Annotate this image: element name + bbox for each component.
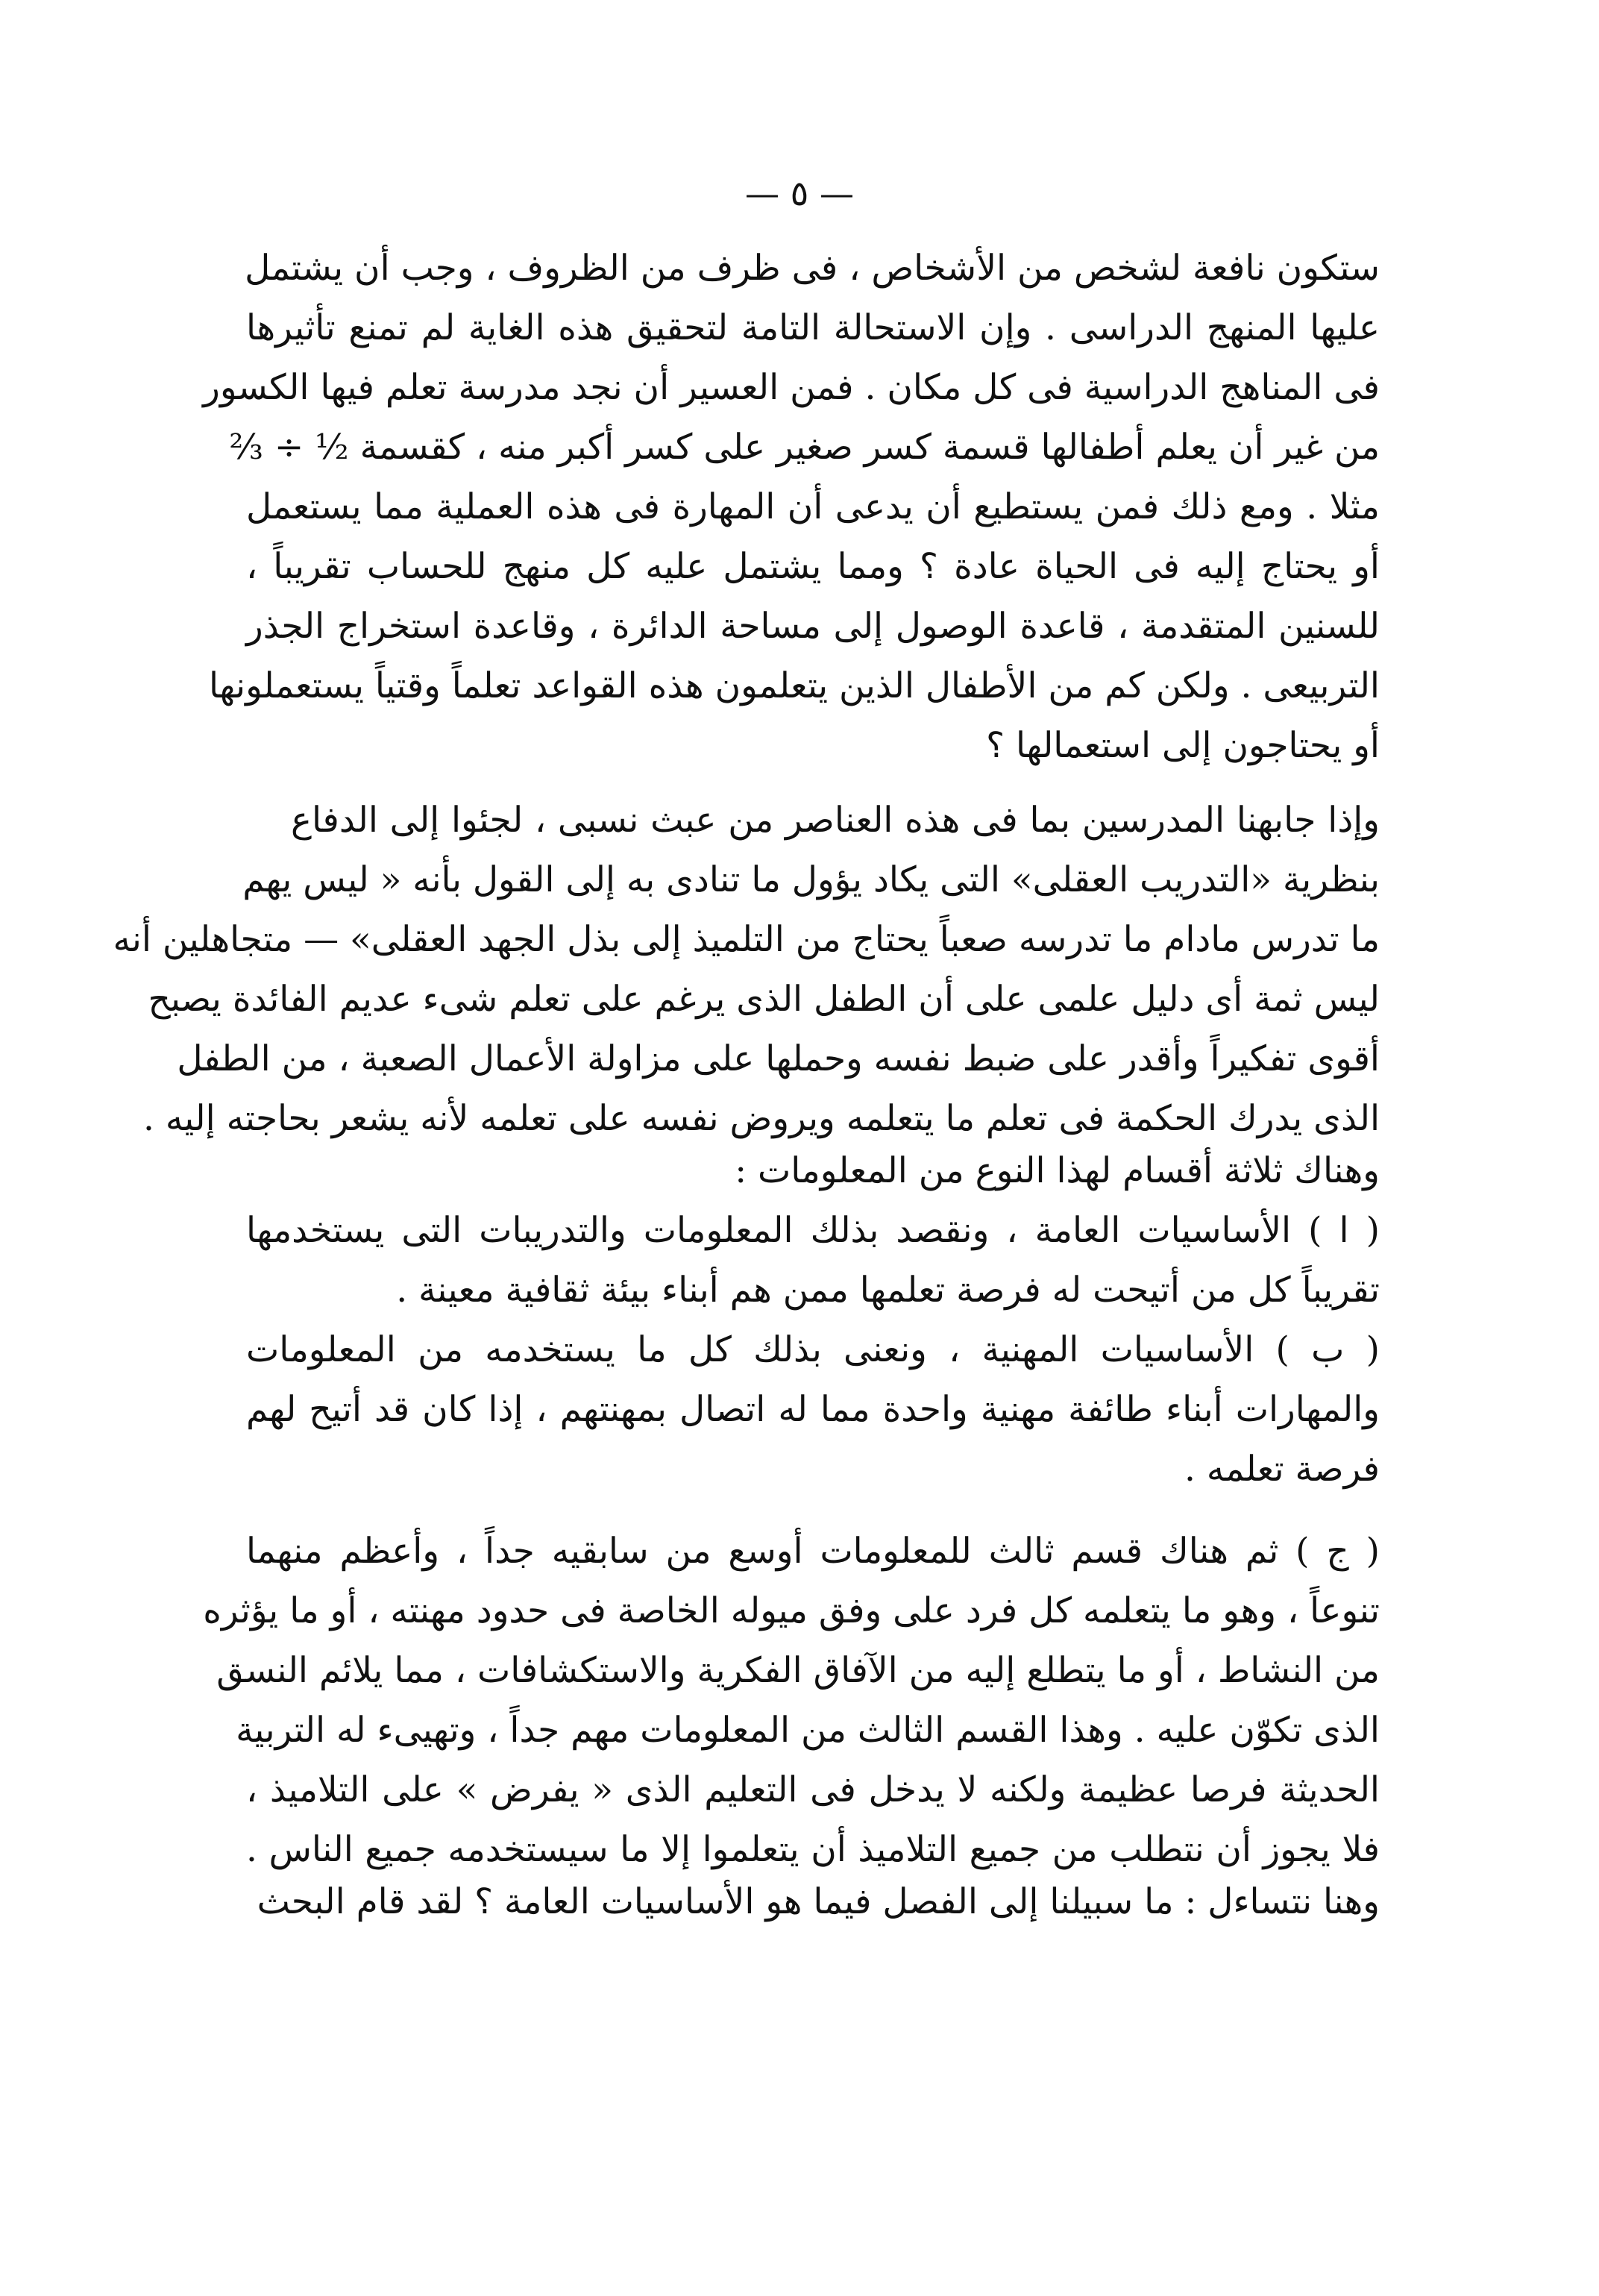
list-item-c-line: الذى تكوّن عليه . وهذا القسم الثالث من المعلومات مهم جداً ، وتهيىء له التربية <box>236 1710 1380 1751</box>
text-line: فى المناهج الدراسية فى كل مكان . فمن العسير أن نجد مدرسة تعلم فيها الكسور <box>203 367 1380 408</box>
text-line: أو يحتاجون إلى استعمالها ؟ <box>986 725 1380 766</box>
text-line: أقوى تفكيراً وأقدر على ضبط نفسه وحملها على مزاولة الأعمال الصعبة ، من الطفل <box>177 1038 1380 1079</box>
list-item-b-line: ( ب ) الأساسيات المهنية ، ونعنى بذلك كل ما يستخدمه من المعلومات <box>246 1329 1380 1370</box>
text-line: من غير أن يعلم أطفالها قسمة كسر صغير على كسر أكبر منه ، كقسمة ½ ÷ ⅔ <box>229 427 1380 468</box>
text-line: ما تدرس مادام ما تدرسه صعباً يحتاج من التلميذ إلى بذل الجهد العقلى» — متجاهلين أنه <box>113 919 1380 960</box>
paragraph-first-line: وهنا نتساءل : ما سبيلنا إلى الفصل فيما هو الأساسيات العامة ؟ لقد قام البحث <box>257 1881 1380 1922</box>
list-item-c-line: الحديثة فرصا عظيمة ولكنه لا يدخل فى التعليم الذى « يفرض » على التلاميذ ، <box>246 1769 1380 1810</box>
list-item-c-line: من النشاط ، أو ما يتطلع إليه من الآفاق الفكرية والاستكشافات ، مما يلائم النسق <box>216 1650 1380 1691</box>
list-item-a-line: تقريباً كل من أتيحت له فرصة تعلمها ممن هم أبناء بيئة ثقافية معينة . <box>396 1270 1380 1311</box>
text-line: عليها المنهج الدراسى . وإن الاستحالة التامة لتحقيق هذه الغاية لم تمنع تأثيرها <box>246 307 1380 348</box>
text-line: بنظرية «التدريب العقلى» التى يكاد يؤول ما تنادى به إلى القول بأنه « ليس يهم <box>242 859 1380 900</box>
text-line: وهناك ثلاثة أقسام لهذا النوع من المعلومات : <box>735 1150 1380 1191</box>
text-line: ليس ثمة أى دليل علمى على أن الطفل الذى يرغم على تعلم شىء عديم الفائدة يصبح <box>148 979 1380 1020</box>
list-item-b-line: والمهارات أبناء طائفة مهنية واحدة مما له اتصال بمهنتهم ، إذا كان قد أتيح لهم <box>246 1389 1380 1430</box>
list-item-a-line: ( ا ) الأساسيات العامة ، ونقصد بذلك المعلومات والتدريبات التى يستخدمها <box>246 1210 1380 1251</box>
text-line: للسنين المتقدمة ، قاعدة الوصول إلى مساحة الدائرة ، وقاعدة استخراج الجذر <box>246 606 1380 647</box>
page-number: — ٥ — <box>745 173 854 213</box>
text-line: مثلا . ومع ذلك فمن يستطيع أن يدعى أن المهارة فى هذه العملية مما يستعمل <box>246 486 1380 527</box>
text-line: ستكون نافعة لشخص من الأشخاص ، فى ظرف من الظروف ، وجب أن يشتمل <box>245 248 1380 289</box>
list-item-c-line: تنوعاً ، وهو ما يتعلمه كل فرد على وفق ميوله الخاصة فى حدود مهنته ، أو ما يؤثره <box>203 1590 1380 1631</box>
list-item-b-line: فرصة تعلمه . <box>1184 1449 1380 1490</box>
list-item-c-line: ( ج ) ثم هناك قسم ثالث للمعلومات أوسع من سابقيه جداً ، وأعظم منهما <box>246 1531 1380 1572</box>
text-line: التربيعى . ولكن كم من الأطفال الذين يتعلمون هذه القواعد تعلماً وقتياً يستعملونها <box>209 665 1380 706</box>
paragraph-first-line: وإذا جابهنا المدرسين بما فى هذه العناصر من عبث نسبى ، لجئوا إلى الدفاع <box>291 800 1380 841</box>
list-item-c-line: فلا يجوز أن نتطلب من جميع التلاميذ أن يتعلموا إلا ما سيستخدمه جميع الناس . <box>246 1829 1380 1870</box>
text-line: أو يحتاج إليه فى الحياة عادة ؟ ومما يشتمل عليه كل منهج للحساب تقريباً ، <box>246 546 1380 587</box>
text-line: الذى يدرك الحكمة فى تعلم ما يتعلمه ويروض نفسه على تعلمه لأنه يشعر بحاجته إليه . <box>142 1098 1380 1139</box>
